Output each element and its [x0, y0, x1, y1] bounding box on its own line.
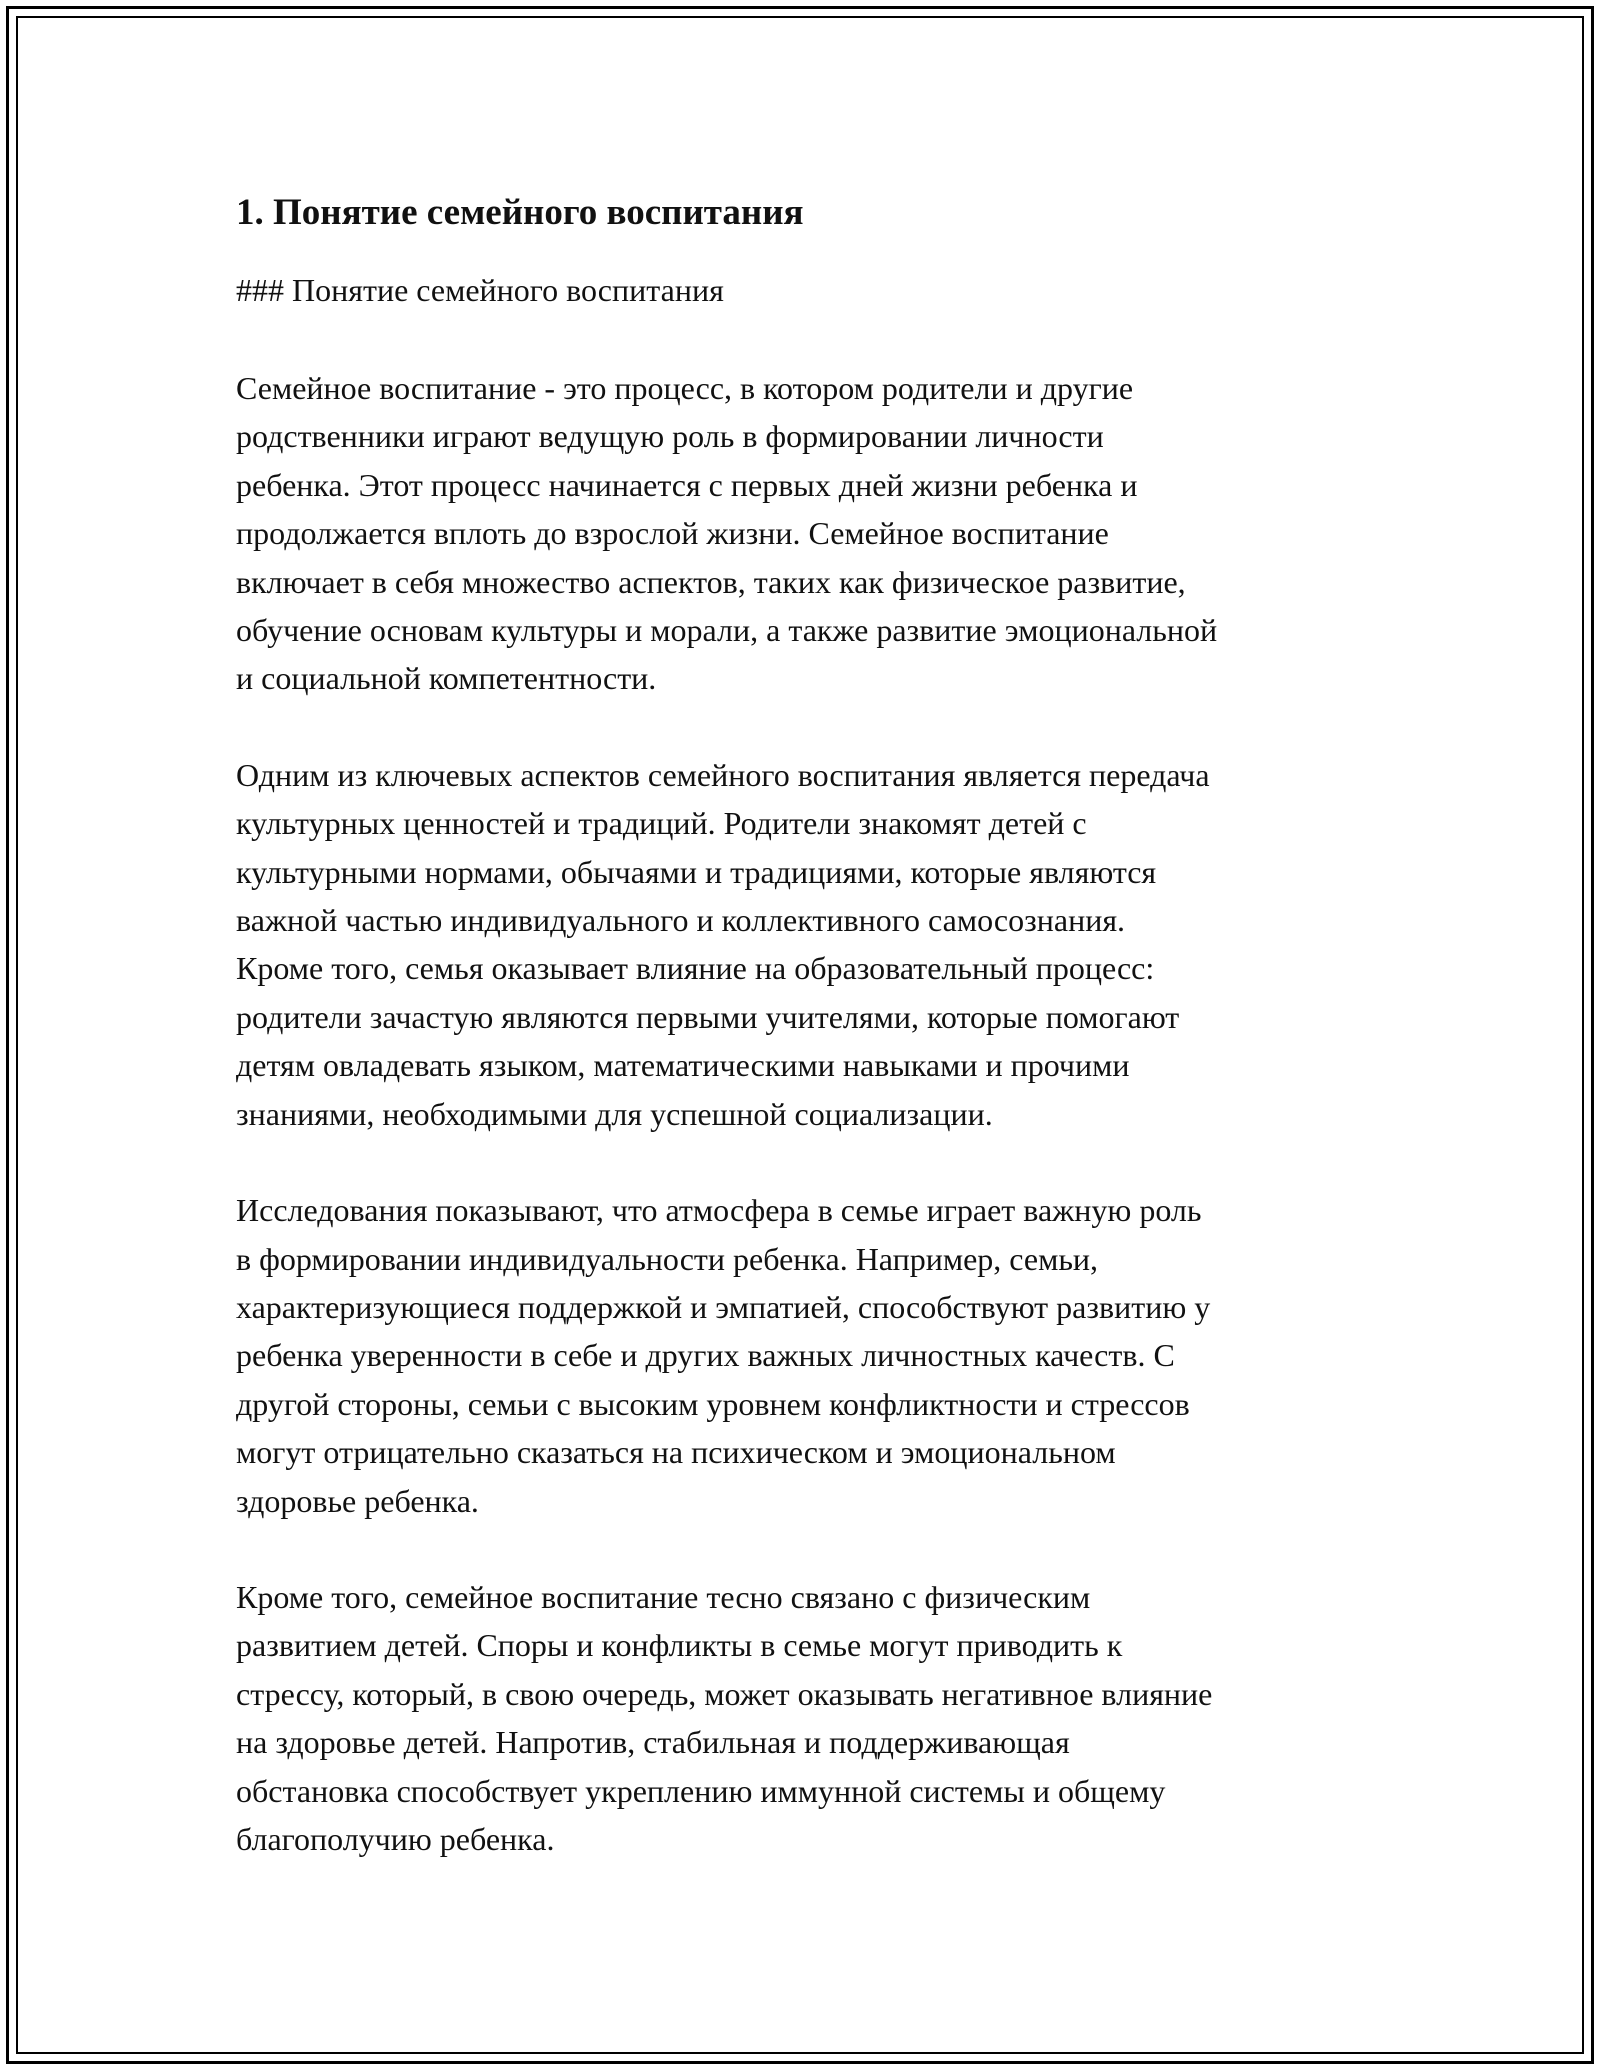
section-subheading: ### Понятие семейного воспитания [236, 272, 724, 308]
paragraph-4: Кроме того, семейное воспитание тесно связано с физическим развитием детей. Споры и конфликты в семье могут приводить к стрессу, который, в свою очередь, может оказывать негативное влияние на здоровье детей. Напротив, стабильная и поддерживающая обстановка способствует укреплению иммунной системы и общему благополучию ребенка. [236, 1578, 1213, 1857]
document-title: 1. Понятие семейного воспитания [236, 192, 804, 233]
paragraph-1: Семейное воспитание - это процесс, в котором родители и другие родственники играют ведущую роль в формировании личности ребенка. Этот процесс начинается с первых дней жизни ребенка и продолжается вплоть до взрослой жизни. Семейное воспитание включает в себя множество аспектов, таких как физическое развитие, обучение основам культуры и морали, а также развитие эмоциональной и социальной компетентности. [236, 370, 1218, 697]
document-body [236, 190, 1386, 1911]
paragraph-2: Одним из ключевых аспектов семейного воспитания является передача культурных ценностей и традиций. Родители знакомят детей с культурными нормами, обычаями и традициями, которые являются важной частью индивидуального и коллективного самосознания. Кроме того, семья оказывает влияние на образовательный процесс: родители зачастую являются первыми учителями, которые помогают детям овладевать языком, математическими навыками и прочими знаниями, необходимыми для успешной социализации. [236, 756, 1210, 1132]
paragraph-3: Исследования показывают, что атмосфера в семье играет важную роль в формировании индивидуальности ребенка. Например, семьи, характеризующиеся поддержкой и эмпатией, способствуют развитию у ребенка уверенности в себе и других важных личностных качеств. С другой стороны, семьи с высоким уровнем конфликтности и стрессов могут отрицательно сказаться на психическом и эмоциональном здоровье ребенка. [236, 1192, 1211, 1519]
